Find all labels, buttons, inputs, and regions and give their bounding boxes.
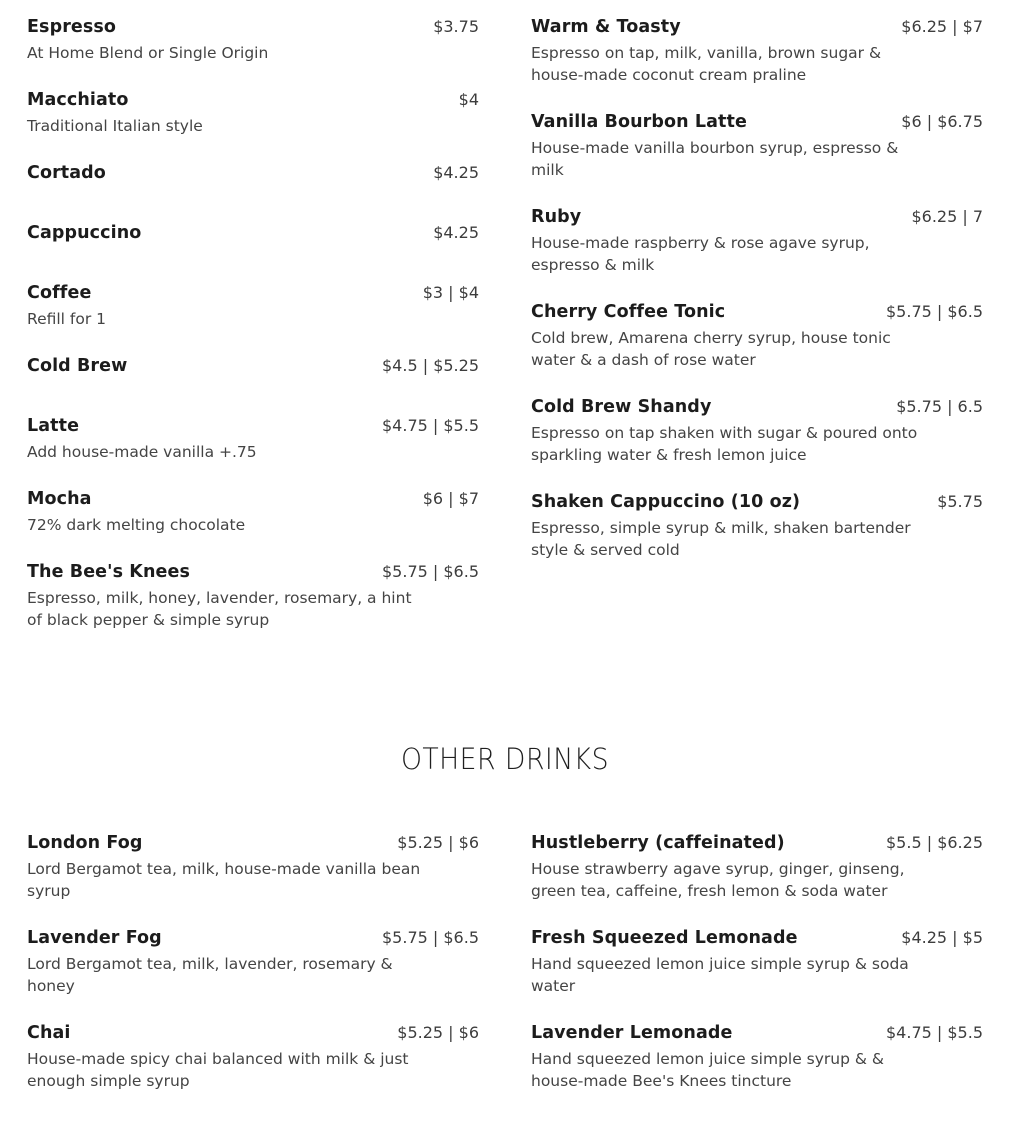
menu-item-description: Lord Bergamot tea, milk, house-made vanilla bean syrup [27,860,421,900]
menu-item [27,14,479,87]
menu-item [27,87,479,160]
menu-item-description: House-made raspberry & rose agave syrup, espresso & milk [531,234,870,274]
menu-item-name: Cappuccino [27,223,142,243]
menu-item-price: $4 [458,90,479,109]
menu-item-price: $3 | $4 [422,283,479,302]
menu-item-price: $5.25 | $6 [397,1023,479,1042]
menu-item-description: Hand squeezed lemon juice simple syrup & & house-made Bee's Knees tincture [531,1050,884,1090]
menu-item-name: Vanilla Bourbon Latte [531,112,747,132]
menu-item-header [27,87,479,114]
menu-item-description: Espresso on tap shaken with sugar & poured onto sparkling water & fresh lemon juice [531,424,918,464]
menu-item [27,220,479,280]
menu-item-header [531,830,983,857]
section-title-other-drinks: OTHER DRINKS [400,742,610,776]
coffee-column-right [531,14,983,654]
menu-item-description: Add house-made vanilla +.75 [27,443,257,461]
menu-item-header [27,830,479,857]
menu-item-name: Fresh Squeezed Lemonade [531,928,798,948]
menu-item-name: Warm & Toasty [531,17,681,37]
menu-item-name: Chai [27,1023,71,1043]
menu-item-description: Refill for 1 [27,310,107,328]
menu-item-header [531,1020,983,1047]
menu-item-name: Lavender Fog [27,928,162,948]
menu-item-header [27,486,479,513]
coffee-menu [27,14,983,654]
menu-item [27,280,479,353]
menu-item-name: Cortado [27,163,106,183]
menu-item-header [27,160,479,187]
menu-item [531,489,983,584]
other-drinks-column-left [27,830,479,1115]
menu-item-header [531,299,983,326]
menu-item-header [531,204,983,231]
menu-item-price: $6.25 | $7 [901,17,983,36]
menu-item-header [27,14,479,41]
menu-item-header [27,925,479,952]
menu-item [27,1020,479,1115]
menu-item-header [531,925,983,952]
menu-item-header [531,489,983,516]
menu-item-name: Lavender Lemonade [531,1023,733,1043]
menu-item-header [531,394,983,421]
menu-item [531,925,983,1020]
menu-item-name: Cold Brew Shandy [531,397,712,417]
menu-item-price: $4.25 | $5 [901,928,983,947]
menu-item-description: Lord Bergamot tea, milk, lavender, rosemary & honey [27,955,393,995]
menu-item-header [531,14,983,41]
menu-item-name: Cold Brew [27,356,128,376]
menu-item-price: $4.25 [433,163,479,182]
menu-item-description: House-made spicy chai balanced with milk & just enough simple syrup [27,1050,409,1090]
menu-item [531,394,983,489]
other-drinks-column-right [531,830,983,1115]
menu-item [531,299,983,394]
menu-item-name: Hustleberry (caffeinated) [531,833,785,853]
menu-item-name: Shaken Cappuccino (10 oz) [531,492,801,512]
menu-item-name: The Bee's Knees [27,562,190,582]
menu-item-header [27,280,479,307]
menu-item-price: $5.75 | $6.5 [886,302,983,321]
menu-item-header [27,559,479,586]
menu-item-description: Espresso, simple syrup & milk, shaken bartender style & served cold [531,519,911,559]
menu-item-description: Hand squeezed lemon juice simple syrup & soda water [531,955,909,995]
menu-item [531,1020,983,1115]
menu-item-price: $6 | $6.75 [901,112,983,131]
menu-item-price: $5.75 | $6.5 [382,562,479,581]
menu-item-description: Traditional Italian style [27,117,203,135]
menu-item-header [27,413,479,440]
menu-item [531,830,983,925]
menu-item-name: Ruby [531,207,582,227]
menu-item-price: $5.25 | $6 [397,833,479,852]
menu-item-description: 72% dark melting chocolate [27,516,246,534]
menu-item-description: House strawberry agave syrup, ginger, ginseng, green tea, caffeine, fresh lemon & soda water [531,860,905,900]
menu-item [27,413,479,486]
menu-item-description: At Home Blend or Single Origin [27,44,269,62]
menu-item [531,14,983,109]
menu-item-price: $4.5 | $5.25 [382,356,479,375]
menu-item [27,486,479,559]
menu-item-name: London Fog [27,833,143,853]
menu-item-header [531,109,983,136]
menu-item [531,109,983,204]
menu-item-price: $5.75 [937,492,983,511]
menu-item-price: $6 | $7 [422,489,479,508]
menu-item-name: Cherry Coffee Tonic [531,302,726,322]
menu-item [27,353,479,413]
menu-item-header [27,353,479,380]
menu-item-header [27,220,479,247]
menu-item [27,160,479,220]
menu-item-name: Mocha [27,489,92,509]
menu-item [27,830,479,925]
menu-item-name: Latte [27,416,80,436]
menu-item-description: Espresso on tap, milk, vanilla, brown sugar & house-made coconut cream praline [531,44,882,84]
menu-item [27,925,479,1020]
menu-item-header [27,1020,479,1047]
menu-item-price: $6.25 | 7 [911,207,983,226]
menu-item-name: Espresso [27,17,117,37]
menu-item-price: $4.75 | $5.5 [886,1023,983,1042]
menu-item-name: Macchiato [27,90,129,110]
menu-item-description: Cold brew, Amarena cherry syrup, house tonic water & a dash of rose water [531,329,891,369]
coffee-column-left [27,14,479,654]
menu-item-name: Coffee [27,283,92,303]
menu-item [531,204,983,299]
menu-item-price: $4.75 | $5.5 [382,416,479,435]
menu-item-price: $5.75 | $6.5 [382,928,479,947]
menu-item-price: $3.75 [433,17,479,36]
menu-item-price: $5.75 | 6.5 [896,397,983,416]
other-drinks-menu [27,830,983,1115]
menu-item-description: Espresso, milk, honey, lavender, rosemary, a hint of black pepper & simple syrup [27,589,412,629]
menu-item-price: $5.5 | $6.25 [886,833,983,852]
menu-item-price: $4.25 [433,223,479,242]
menu-item-description: House-made vanilla bourbon syrup, espresso & milk [531,139,899,179]
menu-item [27,559,479,654]
